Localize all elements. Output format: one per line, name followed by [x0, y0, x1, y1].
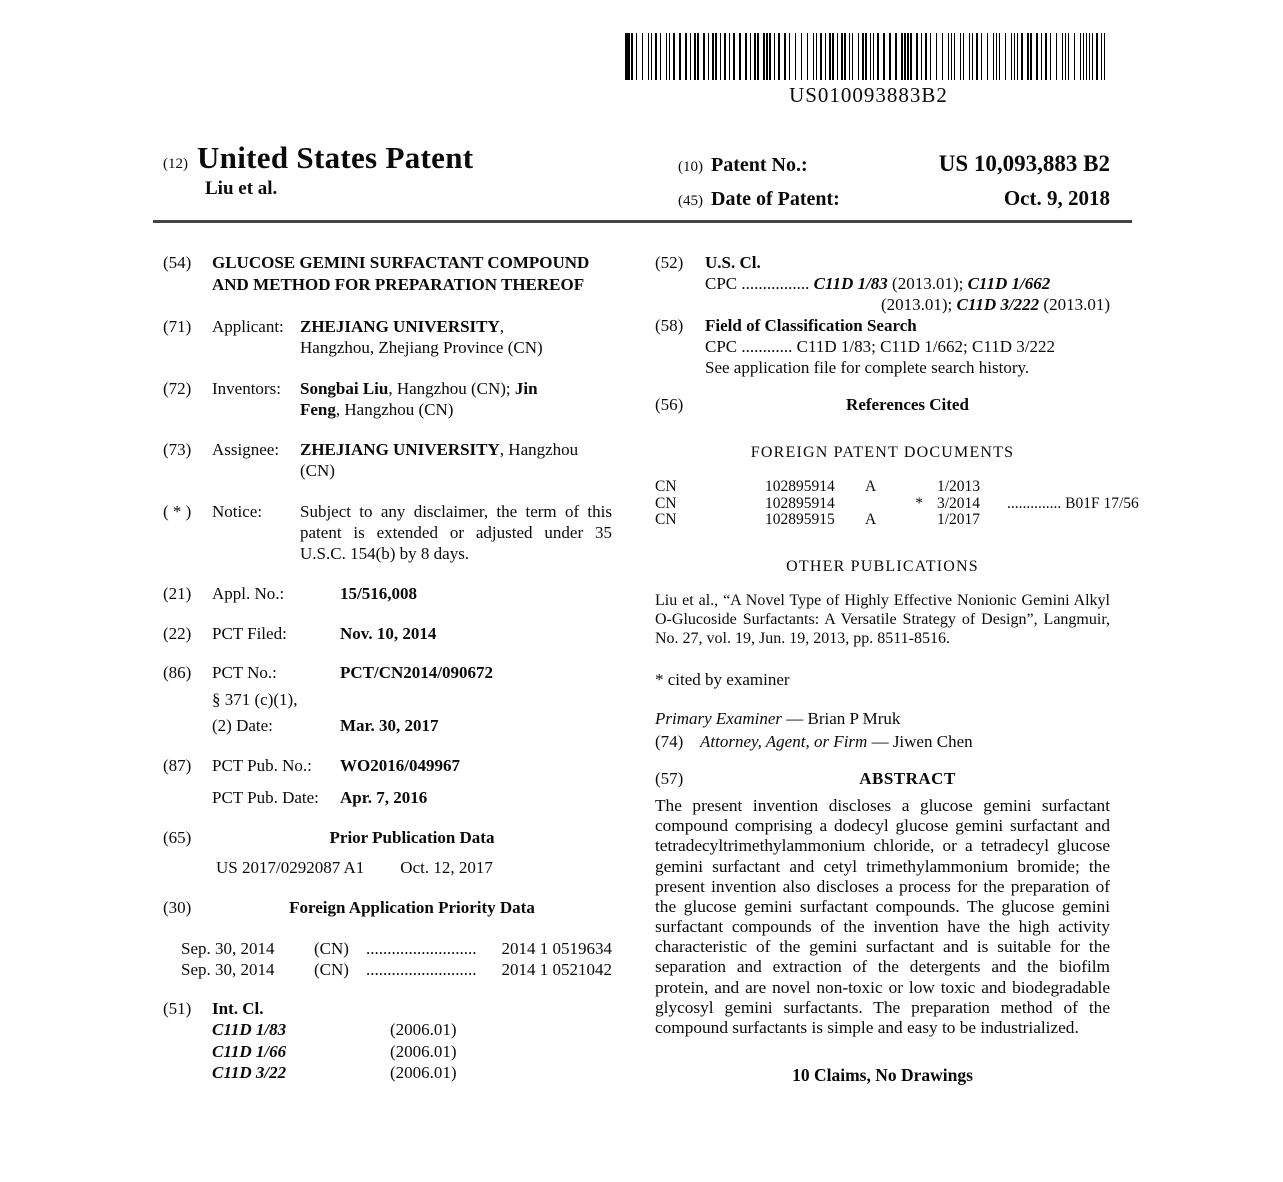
- inventor-2-last: Feng: [300, 400, 336, 419]
- section-71-applicant: [163, 316, 612, 358]
- field-search-cpc-line: [655, 336, 1110, 357]
- fp-number: 102895914: [765, 478, 835, 495]
- section-72-inventors: [163, 378, 612, 420]
- inventor-2-rest: , Hangzhou (CN): [335, 400, 454, 419]
- pct-pub-no-label: PCT Pub. No.:: [212, 756, 312, 775]
- attorney-line: [655, 731, 1110, 752]
- field-search-heading-row: [655, 315, 1110, 336]
- pct-pub-date-row: [163, 787, 612, 808]
- cpc-sep: (2013.01);: [887, 274, 968, 293]
- barcode-bars-icon: [625, 33, 1112, 80]
- abstract-heading: ABSTRACT: [859, 769, 956, 789]
- priority-date: Sep. 30, 2014: [181, 960, 275, 979]
- int-cl-heading: Int. Cl.: [212, 999, 264, 1018]
- page-title: United States Patent: [197, 140, 474, 175]
- fp-kind-code: A: [865, 511, 877, 528]
- us-cl-heading: U.S. Cl.: [705, 253, 761, 272]
- primary-examiner-line: [655, 708, 1110, 729]
- section-72-num: (72): [163, 379, 192, 398]
- references-heading: References Cited: [846, 395, 969, 414]
- fp-class: .............. B01F 17/56: [1007, 494, 1139, 512]
- barcode: [625, 33, 1112, 108]
- prior-pub-number: US 2017/0292087 A1: [216, 858, 365, 877]
- citation-text: Liu et al., “A Novel Type of Highly Effective Nonionic Gemini Alkyl O-Glucoside Surfactants: A Versatile Strategy of Design”, Langmuir, No. 27, vol. 19, Jun. 19, 2013, pp. 8511-8516.: [655, 591, 1110, 647]
- int-cl-heading-row: [163, 998, 612, 1019]
- section-65-prior-pub: [163, 827, 612, 878]
- section-30-priority: [163, 897, 612, 980]
- attorney-name: Jiwen Chen: [892, 732, 973, 752]
- section-58-num: (58): [655, 316, 684, 335]
- pct-filed-value: Nov. 10, 2014: [340, 624, 437, 643]
- prior-pub-line: [163, 857, 612, 878]
- section-87-pct-pub: [163, 755, 612, 808]
- pct-date2-row: [163, 715, 612, 736]
- pct-pub-date-spacer: [163, 787, 212, 808]
- inventors-label: Inventors:: [212, 379, 281, 398]
- field-search-classes: C11D 1/83; C11D 1/662; C11D 3/222: [796, 337, 1055, 356]
- section-86-num: (86): [163, 663, 192, 682]
- priority-country: (CN): [314, 939, 349, 958]
- assignee-name: ZHEJIANG UNIVERSITY: [300, 440, 500, 459]
- section-57-num: (57): [655, 769, 684, 789]
- us-cl-heading-row: [655, 252, 1110, 273]
- appl-no-label: Appl. No.:: [212, 584, 285, 603]
- section-21-num: (21): [163, 584, 192, 603]
- section-73-num: (73): [163, 440, 192, 459]
- assignee-label: Assignee:: [212, 440, 280, 459]
- assignee-value: [300, 439, 612, 481]
- applicant-value: [300, 316, 612, 358]
- section-52-num: (52): [655, 253, 684, 272]
- primary-examiner-label: Primary Examiner: [655, 709, 783, 729]
- priority-row: [163, 959, 612, 980]
- pct-filed-label: PCT Filed:: [212, 624, 287, 643]
- section-21-appl-no: [163, 583, 612, 604]
- priority-date: Sep. 30, 2014: [181, 939, 275, 958]
- priority-heading-row: [163, 897, 612, 918]
- priority-row: [163, 938, 612, 959]
- other-publications-heading: OTHER PUBLICATIONS: [786, 557, 979, 575]
- section-71-num: (71): [163, 317, 192, 336]
- section-51-num: (51): [163, 999, 192, 1018]
- section-65-num: (65): [163, 828, 192, 847]
- section-54-title: [163, 252, 612, 296]
- pct-no-value: PCT/CN2014/090672: [340, 663, 493, 682]
- fp-number: 102895915: [765, 511, 835, 528]
- patent-date-label-group: [678, 184, 840, 217]
- right-column: [655, 252, 1139, 1086]
- applicant-after: ,: [499, 317, 505, 336]
- patent-number-label-group: [678, 150, 808, 183]
- cpc-label: CPC: [705, 337, 738, 356]
- inventor-short-name: Liu et al.: [205, 178, 278, 199]
- section-57-abstract: [655, 768, 1110, 1038]
- section-51-int-cl: [163, 998, 612, 1084]
- pct-371-spacer: [163, 689, 212, 710]
- inventors-value: [300, 378, 612, 420]
- section-56-num: (56): [655, 395, 684, 414]
- cpc-class: C11D 3/222: [956, 295, 1040, 314]
- patent-date-row: [678, 183, 1110, 217]
- notice-text: Subject to any disclaimer, the term of this patent is extended or adjusted under 35 U.S.C. 154(b) by 8 days.: [300, 502, 612, 563]
- section-56-references: [655, 394, 1139, 690]
- int-cl-row: [163, 1062, 612, 1084]
- cpc-class: C11D 1/662: [967, 274, 1051, 293]
- priority-dots: ..........................: [366, 939, 477, 958]
- section-87-num: (87): [163, 756, 192, 775]
- section-52-us-cl: [655, 252, 1110, 315]
- pct-pub-no-value: WO2016/049967: [340, 756, 460, 775]
- section-74-num: (74): [655, 732, 684, 752]
- header-left: [163, 140, 473, 200]
- foreign-patent-row: [655, 512, 1133, 529]
- fp-kind: [865, 496, 937, 513]
- fp-class: [993, 512, 1133, 529]
- prior-pub-date: Oct. 12, 2017: [400, 858, 493, 877]
- fp-country: CN: [655, 511, 677, 528]
- assignee-after: , Hangzhou: [499, 440, 579, 459]
- int-cl-class: C11D 3/22: [212, 1063, 287, 1082]
- us-cl-cpc-line: [655, 273, 1110, 294]
- int-cl-class: C11D 1/66: [212, 1041, 287, 1061]
- cpc-dots: ................: [741, 274, 810, 293]
- pct-no-label: PCT No.:: [212, 663, 277, 682]
- int-cl-row: [163, 1019, 612, 1041]
- int-cl-class: C11D 1/83: [212, 1020, 287, 1039]
- primary-examiner-name: Brian P Mruk: [807, 709, 901, 729]
- foreign-patent-row: [655, 479, 1133, 496]
- priority-heading: Foreign Application Priority Data: [289, 898, 535, 917]
- barcode-text: US010093883B2: [789, 83, 948, 107]
- priority-country: (CN): [314, 960, 349, 979]
- field-search-heading: Field of Classification Search: [705, 316, 917, 335]
- section-22-pct-filed: [163, 623, 612, 644]
- section-30-num: (30): [163, 898, 192, 917]
- date-of-patent-label: Date of Patent:: [711, 188, 840, 210]
- claims-line: 10 Claims, No Drawings: [792, 1064, 973, 1085]
- int-cl-year: (2006.01): [390, 1063, 457, 1082]
- field-search-note: See application file for complete search history.: [705, 358, 1030, 377]
- patent-title-row: [163, 140, 473, 176]
- invention-title: GLUCOSE GEMINI SURFACTANT COMPOUND AND METHOD FOR PREPARATION THEREOF: [212, 253, 590, 294]
- fp-kind: [865, 479, 937, 496]
- pct-date2-spacer: [163, 715, 212, 736]
- assignee-line2: (CN): [300, 461, 335, 480]
- patent-date: Oct. 9, 2018: [1003, 186, 1110, 210]
- inventor-2-first: Jin: [514, 379, 538, 398]
- fp-number: 102895914: [765, 494, 835, 512]
- priority-dots: ..........................: [366, 960, 477, 979]
- pct-pub-date-value: Apr. 7, 2016: [340, 788, 428, 807]
- section-86-pct-no: [163, 662, 612, 736]
- section-22-num: (22): [163, 624, 192, 643]
- int-cl-year: (2006.01): [390, 1041, 457, 1061]
- pct-371-row: [163, 689, 612, 710]
- section-58-field-search: [655, 315, 1110, 378]
- fp-kind: [865, 512, 937, 529]
- prior-pub-heading: Prior Publication Data: [329, 828, 495, 847]
- section-73-assignee: [163, 439, 612, 481]
- cited-by-examiner-note: * cited by examiner: [655, 670, 790, 690]
- kind-code-12: (12): [163, 156, 188, 172]
- section-notice: [163, 501, 612, 564]
- int-cl-year: (2006.01): [390, 1020, 457, 1039]
- pct-date2-value: Mar. 30, 2017: [340, 716, 439, 735]
- header-right: [678, 148, 1110, 217]
- applicant-line2: Hangzhou, Zhejiang Province (CN): [300, 338, 543, 357]
- priority-number: 2014 1 0519634: [501, 939, 612, 958]
- patent-no-label: Patent No.:: [711, 154, 808, 176]
- notice-label: Notice:: [212, 502, 263, 521]
- code-10: (10): [678, 159, 703, 175]
- examiner-sep: —: [782, 709, 808, 729]
- pct-pub-date-label: PCT Pub. Date:: [212, 788, 319, 807]
- fp-date: 3/2014: [937, 494, 981, 512]
- inventor-1-name: Songbai Liu: [300, 379, 389, 398]
- references-heading-row: [655, 394, 1110, 415]
- cpc-class: C11D 1/83: [813, 274, 888, 293]
- applicant-label: Applicant:: [212, 317, 284, 336]
- foreign-patents-heading: FOREIGN PATENT DOCUMENTS: [750, 444, 1015, 461]
- inventor-1-rest: , Hangzhou (CN);: [388, 379, 515, 398]
- code-45: (45): [678, 193, 703, 209]
- applicant-name: ZHEJIANG UNIVERSITY: [300, 317, 500, 336]
- patent-number-row: [678, 148, 1110, 183]
- left-column: [163, 252, 612, 1084]
- cpc-dots: ............: [741, 337, 793, 356]
- abstract-text: The present invention discloses a glucose gemini surfactant compound comprising a dodecyl glucose gemini surfactant and tetradecyltrimethylammonium chloride, or a tetradecyl glucose gemini surfactant and cetyl trimethylammonium bromide; the present invention also discloses a process for the preparation of the glucose gemini surfactant compounds. The glucose gemini surfactant compounds of the invention have the high activity characteristic of the gemini surfactant and is suitable for the separation and extraction of the detergents and the biofilm protein, and are novel non-toxic or low toxic and biodegradable glycosyl gemini surfactants. The preparation method of the compound surfactants is simple and easy to be industrialized.: [655, 796, 1110, 1037]
- pct-no-row: [163, 662, 612, 683]
- int-cl-row: [163, 1041, 612, 1063]
- attorney-sep: —: [867, 732, 893, 752]
- pct-371-text: § 371 (c)(1),: [212, 690, 298, 709]
- appl-no-value: 15/516,008: [340, 584, 417, 603]
- pct-pub-no-row: [163, 755, 612, 776]
- prior-pub-heading-row: [163, 827, 612, 848]
- cpc-sep: (2013.01);: [880, 295, 957, 314]
- notice-asterisk: ( * ): [163, 502, 192, 521]
- foreign-patent-row: [655, 494, 1139, 513]
- us-cl-cpc-line2: [655, 294, 1110, 315]
- priority-number: 2014 1 0521042: [501, 960, 612, 979]
- fp-country: CN: [655, 494, 677, 512]
- fp-date: 1/2013: [937, 478, 981, 495]
- fp-date: 1/2017: [937, 511, 981, 528]
- abstract-heading-row: [655, 768, 1110, 789]
- pct-date2-label: (2) Date:: [212, 716, 273, 735]
- cpc-label: CPC: [705, 274, 738, 293]
- fp-kind-code: A: [865, 478, 877, 495]
- patent-number: US 10,093,883 B2: [938, 151, 1110, 176]
- fp-star: *: [915, 494, 923, 512]
- cpc-sep: (2013.01): [1039, 295, 1110, 314]
- foreign-patents-table: [655, 478, 1139, 529]
- header-divider: [153, 220, 1132, 223]
- fp-country: CN: [655, 478, 677, 495]
- section-54-num: (54): [163, 253, 192, 272]
- fp-class: [993, 479, 1133, 496]
- attorney-label: Attorney, Agent, or Firm: [700, 732, 868, 752]
